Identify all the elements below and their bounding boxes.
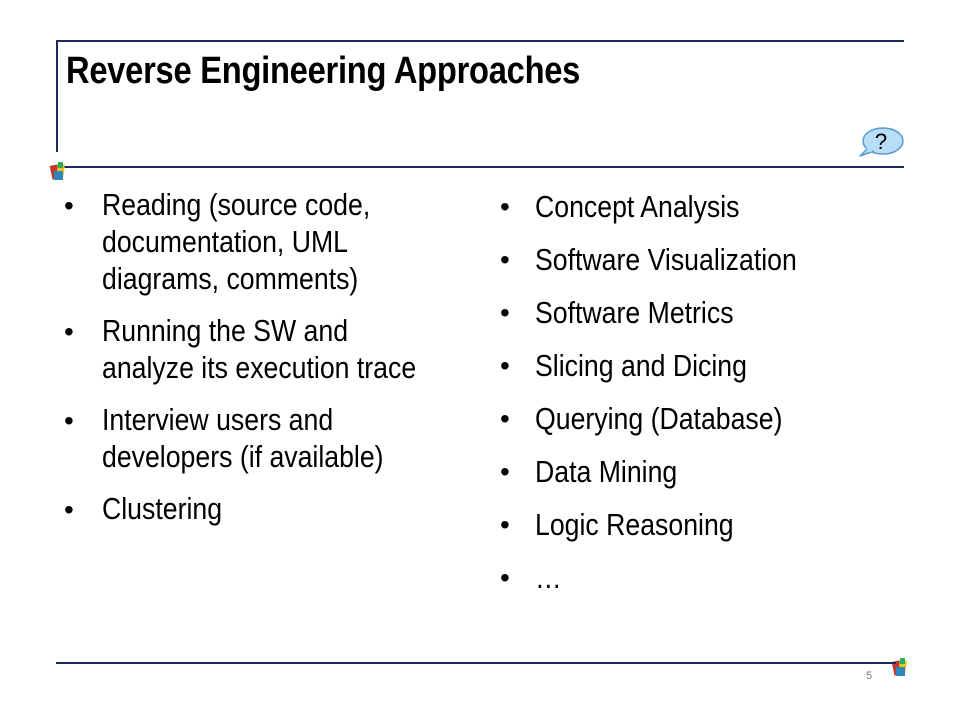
- bullet-text: Logic Reasoning: [535, 507, 734, 542]
- list-item: [500, 188, 920, 225]
- right-bullet-list: [500, 188, 920, 596]
- bullet-icon: •: [64, 190, 74, 221]
- bullet-icon: •: [500, 350, 510, 381]
- bullet-icon: •: [500, 456, 510, 487]
- bullet-text: Software Visualization: [535, 242, 797, 277]
- bullet-icon: •: [64, 494, 74, 525]
- list-item: [64, 401, 484, 475]
- bullet-text: Running the SW and analyze its execution trace: [102, 313, 417, 385]
- list-item: [500, 347, 920, 384]
- bullet-text: Clustering: [102, 491, 223, 526]
- bullet-text: Slicing and Dicing: [535, 348, 747, 383]
- list-item: [500, 506, 920, 543]
- bullet-text: Querying (Database): [535, 401, 783, 436]
- left-bullet-list: [64, 186, 484, 527]
- bullet-icon: •: [64, 316, 74, 347]
- bullet-icon: •: [500, 562, 510, 593]
- colored-book-logo-icon: [890, 657, 910, 679]
- bullet-text: Interview users and developers (if available): [102, 402, 384, 474]
- bullet-text: Concept Analysis: [535, 189, 740, 224]
- bullet-icon: •: [64, 405, 74, 436]
- header-frame-left: [56, 40, 58, 152]
- list-item: [500, 294, 920, 331]
- help-bubble[interactable]: [858, 126, 904, 158]
- bullet-icon: •: [500, 403, 510, 434]
- bullet-text: Software Metrics: [535, 295, 734, 330]
- header-frame-bottom: [56, 166, 904, 168]
- bullet-text: Reading (source code, documentation, UML diagrams, comments): [102, 187, 371, 296]
- footer-divider: [56, 662, 896, 664]
- bullet-icon: •: [500, 297, 510, 328]
- bullet-icon: •: [500, 509, 510, 540]
- bullet-icon: •: [500, 244, 510, 275]
- header-frame-top: [56, 40, 904, 42]
- bullet-icon: •: [500, 191, 510, 222]
- slide-title: Reverse Engineering Approaches: [66, 50, 581, 92]
- colored-book-logo-icon: [48, 161, 68, 183]
- list-item: [500, 559, 920, 596]
- help-bubble-text: ?: [874, 129, 888, 154]
- bullet-text: …: [535, 560, 562, 595]
- list-item: [500, 453, 920, 490]
- list-item: [500, 400, 920, 437]
- list-item: [64, 490, 484, 527]
- page-number: 5: [866, 670, 873, 682]
- list-item: [64, 186, 484, 297]
- bullet-text: Data Mining: [535, 454, 678, 489]
- list-item: [500, 241, 920, 278]
- list-item: [64, 312, 484, 386]
